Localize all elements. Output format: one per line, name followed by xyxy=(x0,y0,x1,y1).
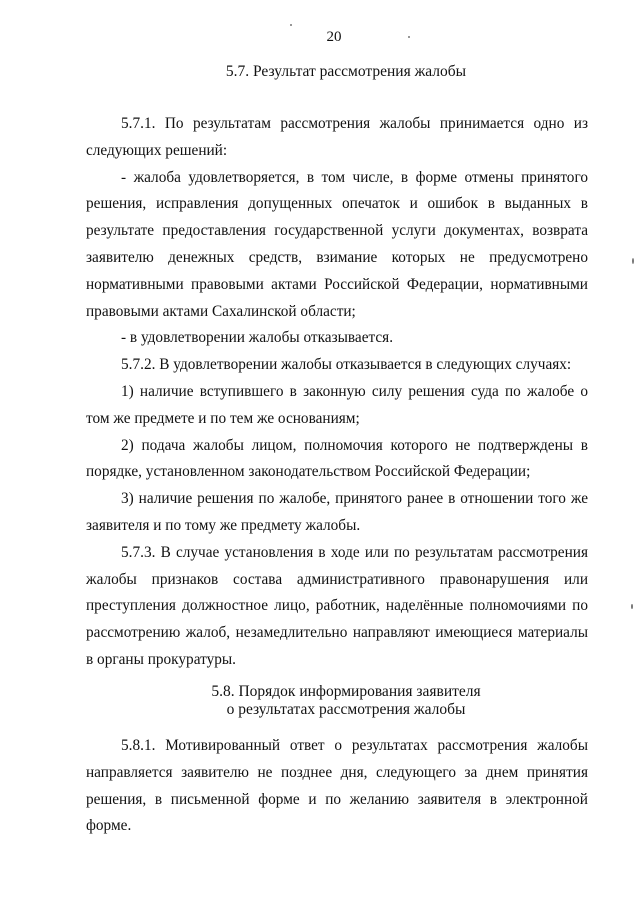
list-item-1: 1) наличие вступившего в законную силу решения суда по жалобе о том же предмете и по тем же основаниям; xyxy=(86,382,588,427)
list-item-2: 2) подача жалобы лицом, полномочия которого не подтверждены в порядке, установленном законодательством Российской Федерации; xyxy=(86,436,588,481)
paragraph-5-7-1: 5.7.1. По результатам рассмотрения жалобы принимается одно из следующих решений: xyxy=(86,115,588,159)
section-5-7-title: 5.7. Результат рассмотрения жалобы xyxy=(225,63,467,80)
list-item-3: 3) наличие решения по жалобе, принятого ранее в отношении того же заявителя и по тому же предмету жалобы. xyxy=(86,490,588,534)
section-5-8-body xyxy=(86,733,588,840)
page-number: 20 xyxy=(326,29,342,45)
paragraph-5-8-1: 5.8.1. Мотивированный ответ о результатах рассмотрения жалобы направляется заявителю не позднее дня, следующего за днем принятия решения, в письменной форме и по желанию заявителя в электронной форме. xyxy=(86,737,588,835)
scan-speck xyxy=(631,604,633,609)
section-5-8-title xyxy=(26,683,640,719)
paragraph-rejected: - в удовлетворении жалобы отказывается. xyxy=(121,329,394,347)
paragraph-5-7-3: 5.7.3. В случае установления в ходе или по результатам рассмотрения жалобы признаков состава административного правонарушения или преступления должностное лицо, работник, наделённые полномочиями по рассмотрению жалоб, незамедлительно направляют имеющиеся материалы в органы прокуратуры. xyxy=(86,543,588,668)
section-5-7-body xyxy=(86,111,588,674)
scan-speck xyxy=(632,258,634,264)
section-5-8-title-line-1: 5.8. Порядок информирования заявителя xyxy=(211,683,481,700)
scan-speck xyxy=(290,24,292,26)
section-5-8-title-line-2: о результатах рассмотрения жалобы xyxy=(226,701,466,718)
paragraph-5-7-2: 5.7.2. В удовлетворении жалобы отказывается в следующих случаях: xyxy=(121,356,572,374)
scan-speck xyxy=(408,36,410,38)
paragraph-satisfied: - жалоба удовлетворяется, в том числе, в форме отмены принятого решения, исправления допущенных опечаток и ошибок в выданных в результате предоставления государственной услуги документах, возврата заявителю денежных средств, взимание которых не предусмотрено нормативными правовыми актами Российской Федерации, нормативными правовыми актами Сахалинской области; xyxy=(86,168,588,320)
